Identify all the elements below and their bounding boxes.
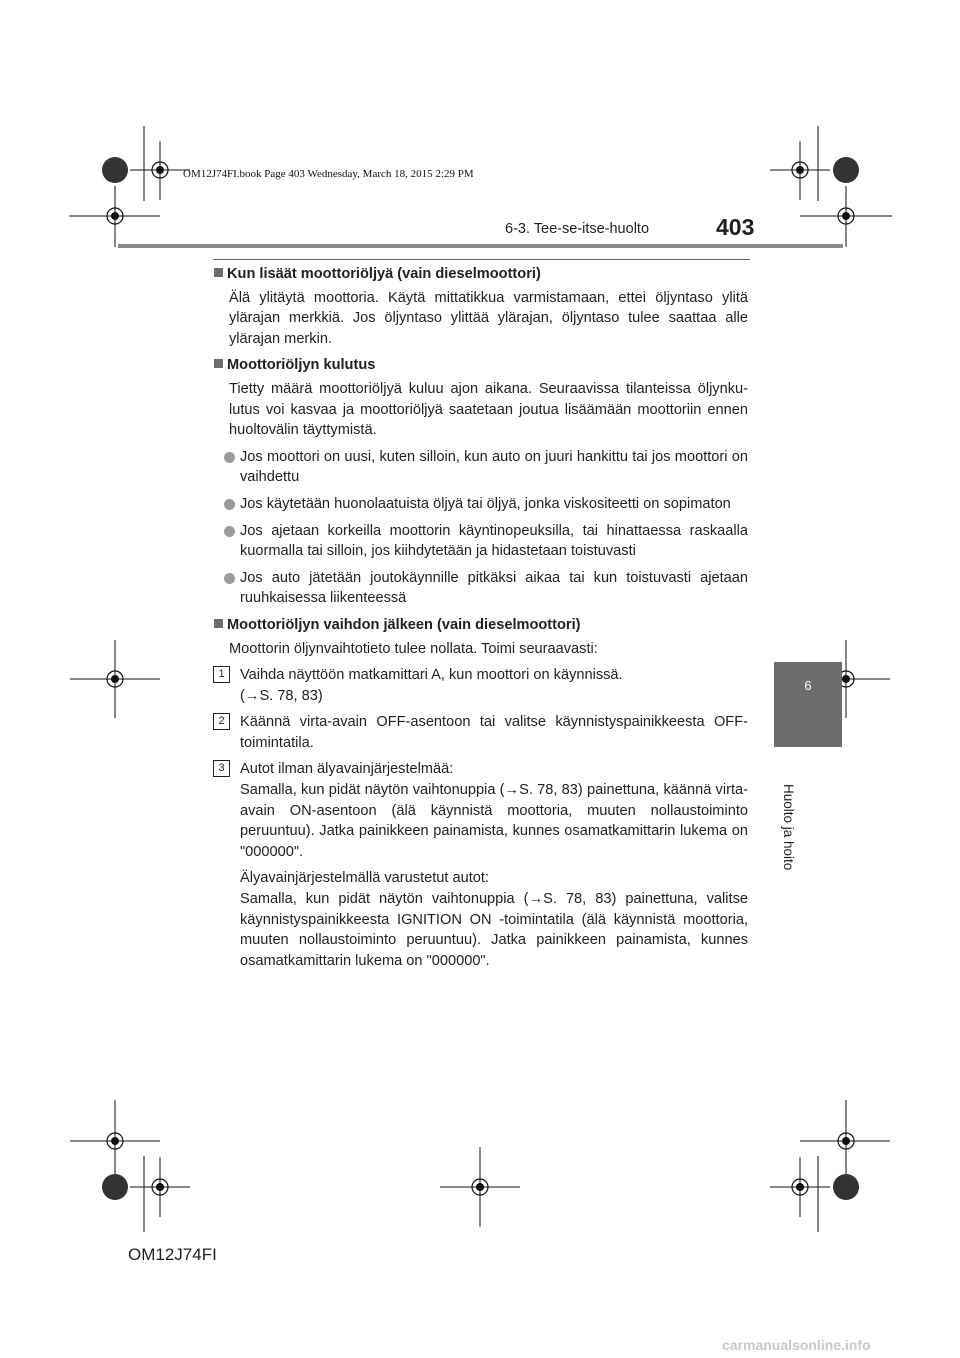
color-bar-disc xyxy=(102,157,128,183)
color-bar-disc xyxy=(833,157,859,183)
circle-bullet-icon xyxy=(224,526,235,537)
section-heading: Kun lisäät moottoriöljyä (vain dieselmoottori) xyxy=(212,264,748,285)
step-item: 3 Autot ilman älyavainjärjestelmää: Samalla, kun pidät näytön vaihtonuppia (→S. 78, 83) painettuna, käännä virta-avain ON-asentoon (älä käynnistä moottoria, muuten nollaustoiminto peruuntuu). Jatka painikkeen painamista, kunnes osamatkamittarin lukema on "000000". Älyavainjärjestelmällä varustetut autot: Samalla, kun pidät näytön vaihtonuppia (→S. 78, 83) painettuna, valitse käynnistyspainikkeesta IGNITION ON -toimintatila (älä käynnistä moottoria, muuten nollaustoiminto peruuntuu). Jatka painikkeen painamista, kunnes osamatkamittarin lukema on "000000". xyxy=(240,759,748,971)
color-bar-disc xyxy=(833,1174,859,1200)
chapter-number: 6 xyxy=(804,678,812,693)
circle-bullet-icon xyxy=(224,452,235,463)
manual-code: OM12J74FI xyxy=(128,1245,217,1264)
page-content xyxy=(212,264,748,977)
step-number-box: 1 xyxy=(213,666,230,683)
color-bar-disc xyxy=(102,1174,128,1200)
content-rule xyxy=(213,259,750,260)
paragraph: Älä ylitäytä moottoria. Käytä mittatikkua varmistamaan, ettei öljyntaso ylitä ylärajan merkkiä. Jos öljyntaso ylittää ylärajan, öljyntaso tulee saattaa alle ylärajan merkin. xyxy=(229,289,748,347)
circle-bullet-icon xyxy=(224,573,235,584)
step-number-box: 3 xyxy=(213,760,230,777)
section-heading: Moottoriöljyn kulutus xyxy=(212,355,748,376)
book-info-line: OM12J74FI.book Page 403 Wednesday, March 18, 2015 2:29 PM xyxy=(183,168,474,180)
circle-bullet-icon xyxy=(224,499,235,510)
header-rule xyxy=(118,244,843,248)
list-item: Jos käytetään huonolaatuista öljyä tai öljyä, jonka viskositeetti on sopimaton xyxy=(240,494,748,515)
square-bullet-icon xyxy=(214,619,223,628)
list-item: Jos ajetaan korkeilla moottorin käyntinopeuksilla, tai hinattaessa raskaalla kuormalla tai silloin, jos kiihdytetään ja hidastetaan toistuvasti xyxy=(240,521,748,562)
list-item: Jos moottori on uusi, kuten silloin, kun auto on juuri hankittu tai jos moottori on vaihdettu xyxy=(240,447,748,488)
chapter-label: Huolto ja hoito xyxy=(781,784,796,871)
page-number: 403 xyxy=(716,214,755,240)
watermark: carmanualsonline.info xyxy=(722,1337,871,1353)
square-bullet-icon xyxy=(214,268,223,277)
step-item: 1 Vaihda näyttöön matkamittari A, kun moottori on käynnissä. (→S. 78, 83) xyxy=(240,665,748,706)
list-item: Jos auto jätetään joutokäynnille pitkäksi aikaa tai kun toistuvasti ajetaan ruuhkaisessa liikenteessä xyxy=(240,568,748,609)
section-title: 6-3. Tee-se-itse-huolto xyxy=(505,221,650,237)
step-number-box: 2 xyxy=(213,713,230,730)
paragraph: Moottorin öljynvaihtotieto tulee nollata. Toimi seuraavasti: xyxy=(229,640,598,657)
step-item: 2 Käännä virta-avain OFF-asentoon tai valitse käynnistyspainikkeesta OFF-toimintatila. xyxy=(240,712,748,753)
section-heading: Moottoriöljyn vaihdon jälkeen (vain dieselmoottori) xyxy=(212,615,748,636)
square-bullet-icon xyxy=(214,359,223,368)
paragraph: Tietty määrä moottoriöljyä kuluu ajon aikana. Seuraavissa tilanteissa öljynku-lutus voi kasvaa ja moottoriöljyä saatetaan joutua lisäämään moottoriin ennen huoltovälin täyttymistä. xyxy=(229,380,748,439)
chapter-tab xyxy=(774,662,842,747)
